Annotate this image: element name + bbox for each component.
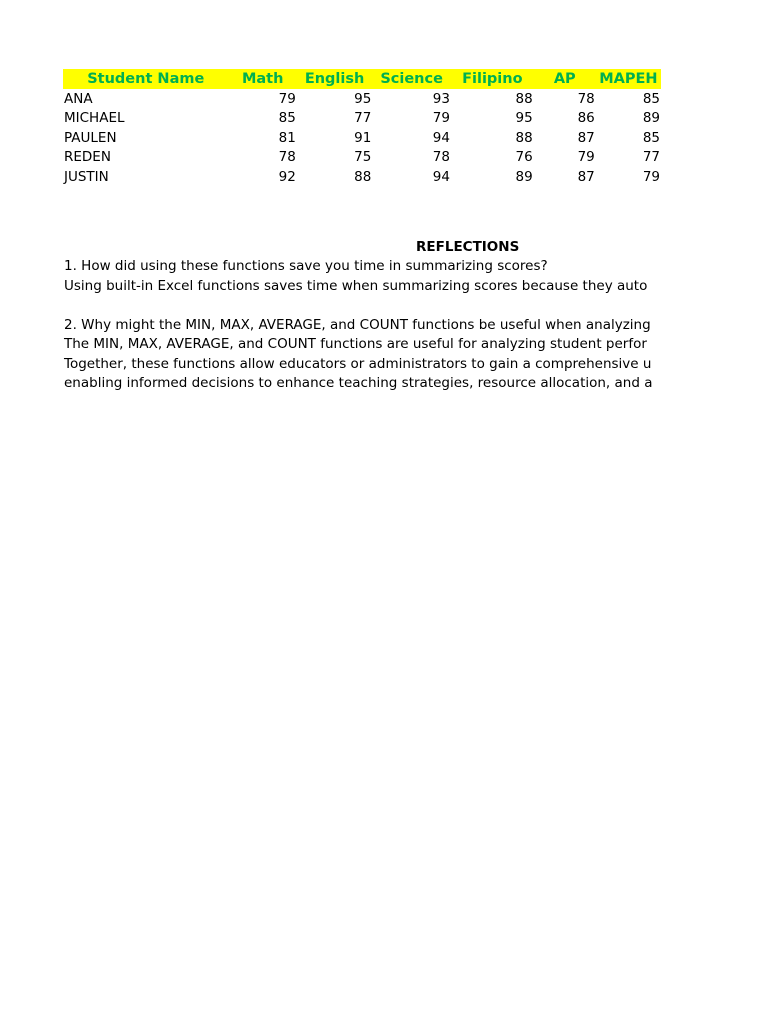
table-row <box>63 148 661 168</box>
english-score-cell[interactable]: 91 <box>354 129 372 146</box>
math-score-cell[interactable]: 85 <box>278 110 296 127</box>
spreadsheet-area <box>63 69 661 409</box>
header-student-name[interactable]: Student Name <box>63 69 229 89</box>
table-row <box>63 109 661 129</box>
ap-score-cell[interactable]: 79 <box>577 149 595 166</box>
question-2[interactable]: 2. Why might the MIN, MAX, AVERAGE, and COUNT functions be useful when analyzing <box>64 316 651 333</box>
header-ap[interactable]: AP <box>534 69 596 89</box>
reflections-heading[interactable]: REFLECTIONS <box>416 238 520 255</box>
mapeh-score-cell[interactable]: 85 <box>642 90 660 107</box>
math-score-cell[interactable]: 78 <box>278 149 296 166</box>
header-science[interactable]: Science <box>372 69 451 89</box>
mapeh-score-cell[interactable]: 85 <box>642 129 660 146</box>
mapeh-score-cell[interactable]: 79 <box>642 168 660 185</box>
ap-score-cell[interactable]: 87 <box>577 168 595 185</box>
math-score-cell[interactable]: 79 <box>278 90 296 107</box>
question-1[interactable]: 1. How did using these functions save you time in summarizing scores? <box>64 258 548 274</box>
mapeh-score-cell[interactable]: 89 <box>642 110 660 127</box>
science-score-cell[interactable]: 94 <box>432 168 450 185</box>
science-score-cell[interactable]: 79 <box>432 110 450 127</box>
math-score-cell[interactable]: 92 <box>278 168 296 185</box>
math-score-cell[interactable]: 81 <box>278 129 296 146</box>
answer-2-line-3[interactable]: enabling informed decisions to enhance teaching strategies, resource allocation, and a <box>64 375 653 391</box>
table-row <box>63 167 661 187</box>
filipino-score-cell[interactable]: 88 <box>515 90 533 107</box>
mapeh-score-cell[interactable]: 77 <box>642 149 660 166</box>
ap-score-cell[interactable]: 78 <box>577 90 595 107</box>
answer-2-line-1[interactable]: The MIN, MAX, AVERAGE, and COUNT functions are useful for analyzing student perfor <box>64 336 647 352</box>
ap-score-cell[interactable]: 86 <box>577 110 595 127</box>
english-score-cell[interactable]: 88 <box>354 168 372 185</box>
filipino-score-cell[interactable]: 95 <box>515 110 533 127</box>
answer-1[interactable]: Using built-in Excel functions saves time when summarizing scores because they auto <box>64 277 648 294</box>
science-score-cell[interactable]: 94 <box>432 129 450 146</box>
science-score-cell[interactable]: 93 <box>432 90 450 107</box>
english-score-cell[interactable]: 95 <box>354 90 372 107</box>
header-filipino[interactable]: Filipino <box>451 69 534 89</box>
student-name-cell[interactable]: ANA <box>64 90 93 107</box>
header-mapeh[interactable]: MAPEH <box>596 69 661 89</box>
ap-score-cell[interactable]: 87 <box>577 129 595 146</box>
reflections-section <box>63 238 661 394</box>
answer-2-line-2[interactable]: Together, these functions allow educators or administrators to gain a comprehensive u <box>64 355 652 372</box>
grades-table <box>63 69 661 187</box>
student-name-cell[interactable]: PAULEN <box>64 129 117 146</box>
header-math[interactable]: Math <box>229 69 297 89</box>
reflections-heading-row <box>63 238 520 258</box>
filipino-score-cell[interactable]: 88 <box>515 129 533 146</box>
student-name-cell[interactable]: MICHAEL <box>64 110 125 127</box>
english-score-cell[interactable]: 75 <box>354 149 372 166</box>
blank-row <box>63 296 661 316</box>
header-row <box>63 69 661 89</box>
english-score-cell[interactable]: 77 <box>354 110 372 127</box>
table-row <box>63 89 661 109</box>
header-english[interactable]: English <box>297 69 373 89</box>
student-name-cell[interactable]: JUSTIN <box>64 168 109 185</box>
filipino-score-cell[interactable]: 76 <box>515 149 533 166</box>
table-row <box>63 128 661 148</box>
filipino-score-cell[interactable]: 89 <box>515 168 533 185</box>
student-name-cell[interactable]: REDEN <box>64 149 111 166</box>
science-score-cell[interactable]: 78 <box>432 149 450 166</box>
